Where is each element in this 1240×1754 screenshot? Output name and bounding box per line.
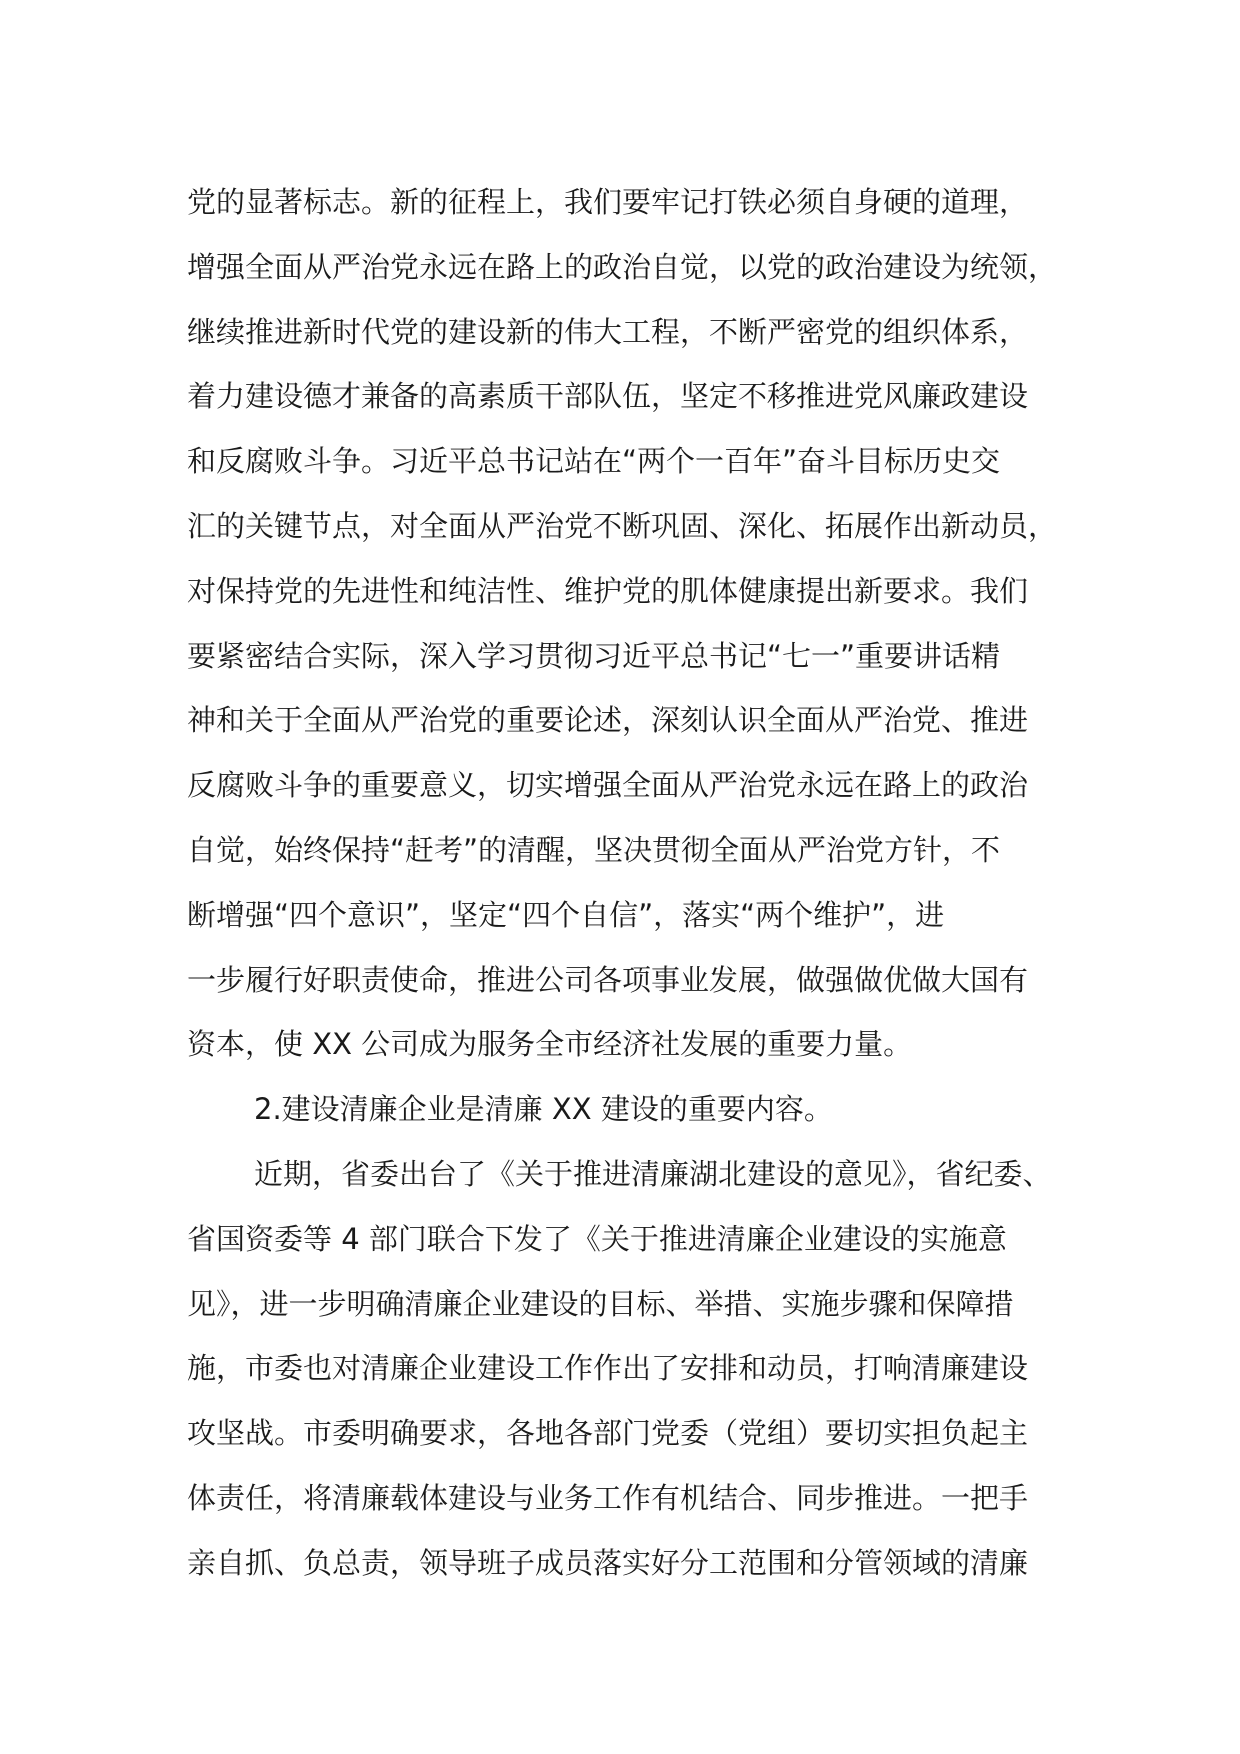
- text-line: 省国资委等 4 部门联合下发了《关于推进清廉企业建设的实施意: [187, 1221, 1007, 1256]
- paragraph: [187, 1142, 1067, 1596]
- text-line: 断增强“四个意识”，坚定“四个自信”，落实“两个维护”，进: [187, 897, 945, 932]
- text-line: 党的显著标志。新的征程上，我们要牢记打铁必须自身硬的道理，: [187, 185, 1029, 219]
- text-line: 体责任，将清廉载体建设与业务工作有机结合、同步推进。一把手: [187, 1480, 1029, 1515]
- text-line: 见》，进一步明确清廉企业建设的目标、举措、实施步骤和保障措: [187, 1286, 1014, 1321]
- text-line: 着力建设德才兼备的高素质干部队伍，坚定不移推进党风廉政建设: [187, 379, 1029, 414]
- text-line: 近期，省委出台了《关于推进清廉湖北建设的意见》，省纪委、: [254, 1156, 1052, 1191]
- text-line: 亲自抓、负总责，领导班子成员落实好分工范围和分管领域的清廉: [187, 1545, 1029, 1580]
- text-line: 对保持党的先进性和纯洁性、维护党的肌体健康提出新要求。我们: [187, 573, 1029, 608]
- text-line: 资本，使 XX 公司成为服务全市经济社发展的重要力量。: [187, 1027, 913, 1062]
- text-line: 汇的关键节点，对全面从严治党不断巩固、深化、拓展作出新动员，: [187, 508, 1058, 543]
- text-line: 神和关于全面从严治党的重要论述，深刻认识全面从严治党、推进: [187, 703, 1029, 738]
- text-line: 攻坚战。市委明确要求，各地各部门党委（党组）要切实担负起主: [187, 1416, 1029, 1451]
- text-line: 一步履行好职责使命，推进公司各项事业发展，做强做优做大国有: [187, 962, 1029, 997]
- text-line: 要紧密结合实际，深入学习贯彻习近平总书记“七一”重要讲话精: [187, 638, 1001, 673]
- text-line: 施，市委也对清廉企业建设工作作出了安排和动员，打响清廉建设: [187, 1351, 1029, 1386]
- text-line: 继续推进新时代党的建设新的伟大工程，不断严密党的组织体系，: [187, 314, 1029, 349]
- document-body: [187, 170, 1067, 1596]
- text-line: 和反腐败斗争。习近平总书记站在“两个一百年”奋斗目标历史交: [187, 444, 1001, 479]
- text-line: 2.建设清廉企业是清廉 XX 建设的重要内容。: [254, 1092, 833, 1127]
- paragraph: [187, 170, 1067, 1077]
- section-heading: [187, 1077, 1067, 1142]
- text-line: 增强全面从严治党永远在路上的政治自觉，以党的政治建设为统领，: [187, 249, 1058, 284]
- text-line: 自觉，始终保持“赶考”的清醒，坚决贯彻全面从严治党方针，不: [187, 832, 1001, 867]
- text-line: 反腐败斗争的重要意义，切实增强全面从严治党永远在路上的政治: [187, 768, 1029, 803]
